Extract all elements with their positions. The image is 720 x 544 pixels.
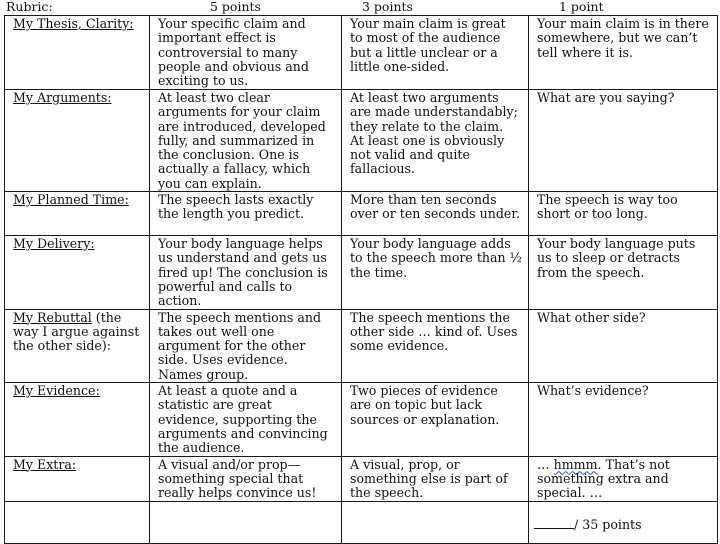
category-label: My Extra: [13, 456, 77, 472]
category-label: My Thesis, Clarity: [13, 16, 134, 31]
table-row [5, 192, 718, 236]
category-label: My Planned Time: [13, 192, 129, 208]
table-row [5, 383, 718, 456]
rubric-label: Rubric: [6, 0, 53, 14]
category-cell [5, 456, 150, 501]
category-cell [5, 192, 150, 236]
category-label: My Evidence: [13, 383, 100, 399]
column-header-1-point: 1 point [559, 0, 604, 14]
one-point-cell: Your main claim is in there somewhere, but we can’t tell where it is. [529, 16, 718, 90]
empty-cell [5, 501, 150, 543]
table-row [5, 90, 718, 192]
five-point-cell: The speech lasts exactly the length you predict. [150, 192, 342, 236]
three-point-cell: Your main claim is great to most of the audience but a little unclear or a little one-sided. [342, 16, 529, 90]
score-blank-line [534, 518, 574, 529]
category-cell [5, 309, 150, 382]
table-row [5, 456, 718, 501]
one-point-cell: What other side? [529, 309, 718, 382]
table-row [5, 236, 718, 309]
category-cell [5, 16, 150, 90]
one-point-cell: The speech is way too short or too long. [529, 192, 718, 236]
five-point-cell: Your specific claim and important effect is controversial to many people and obvious and exciting to us. [150, 16, 342, 90]
column-header-5-points: 5 points [210, 0, 261, 14]
one-point-cell [529, 456, 718, 501]
three-point-cell: A visual, prop, or something else is part of the speech. [342, 456, 529, 501]
one-point-text-post: . That’s not something extra and special. … [537, 456, 670, 501]
empty-cell [342, 501, 529, 543]
category-label: My Delivery: [13, 236, 95, 252]
three-point-cell: The speech mentions the other side … kind of. Uses some evidence. [342, 309, 529, 382]
category-label: My Rebuttal [13, 309, 92, 325]
category-cell [5, 90, 150, 192]
spellcheck-flagged-word: hmmm [553, 456, 598, 472]
one-point-text-pre: … [537, 456, 554, 472]
three-point-text-b: At least one is obviously not valid and quite fallacious. [350, 132, 505, 177]
five-point-cell: A visual and/or prop—something special that really helps convince us! [150, 456, 342, 501]
category-cell [5, 236, 150, 309]
one-point-cell: Your body language puts us to sleep or detracts from the speech. [529, 236, 718, 309]
five-point-cell: The speech mentions and takes out well one argument for the other side. Uses evidence. Names group. [150, 309, 342, 382]
three-point-cell: Your body language adds to the speech more than ½ the time. [342, 236, 529, 309]
column-header-3-points: 3 points [362, 0, 413, 14]
three-point-cell: Two pieces of evidence are on topic but lack sources or explanation. [342, 383, 529, 456]
five-point-cell: At least two clear arguments for your claim are introduced, developed fully, and summarized in the conclusion. One is actually a fallacy, which you can explain. [150, 90, 342, 192]
five-point-cell: Your body language helps us understand and gets us fired up! The conclusion is powerful and calls to action. [150, 236, 342, 309]
five-point-cell: At least a quote and a statistic are great evidence, supporting the arguments and convincing the audience. [150, 383, 342, 456]
three-point-cell: More than ten seconds over or ten seconds under. [342, 192, 529, 236]
three-point-cell [342, 90, 529, 192]
category-label: My Arguments: [13, 90, 112, 105]
one-point-cell: What are you saying? [529, 90, 718, 192]
table-row [5, 16, 718, 90]
three-point-text: At least two arguments are made understandably; they relate to the claim. [350, 90, 518, 134]
empty-cell [150, 501, 342, 543]
category-label-rest: (the way I argue against the other side): [13, 309, 140, 354]
rubric-table [4, 15, 718, 544]
total-points [534, 517, 642, 532]
one-point-cell: What’s evidence? [529, 383, 718, 456]
total-points-label: / 35 points [574, 517, 642, 532]
table-row [5, 309, 718, 382]
category-cell [5, 383, 150, 456]
